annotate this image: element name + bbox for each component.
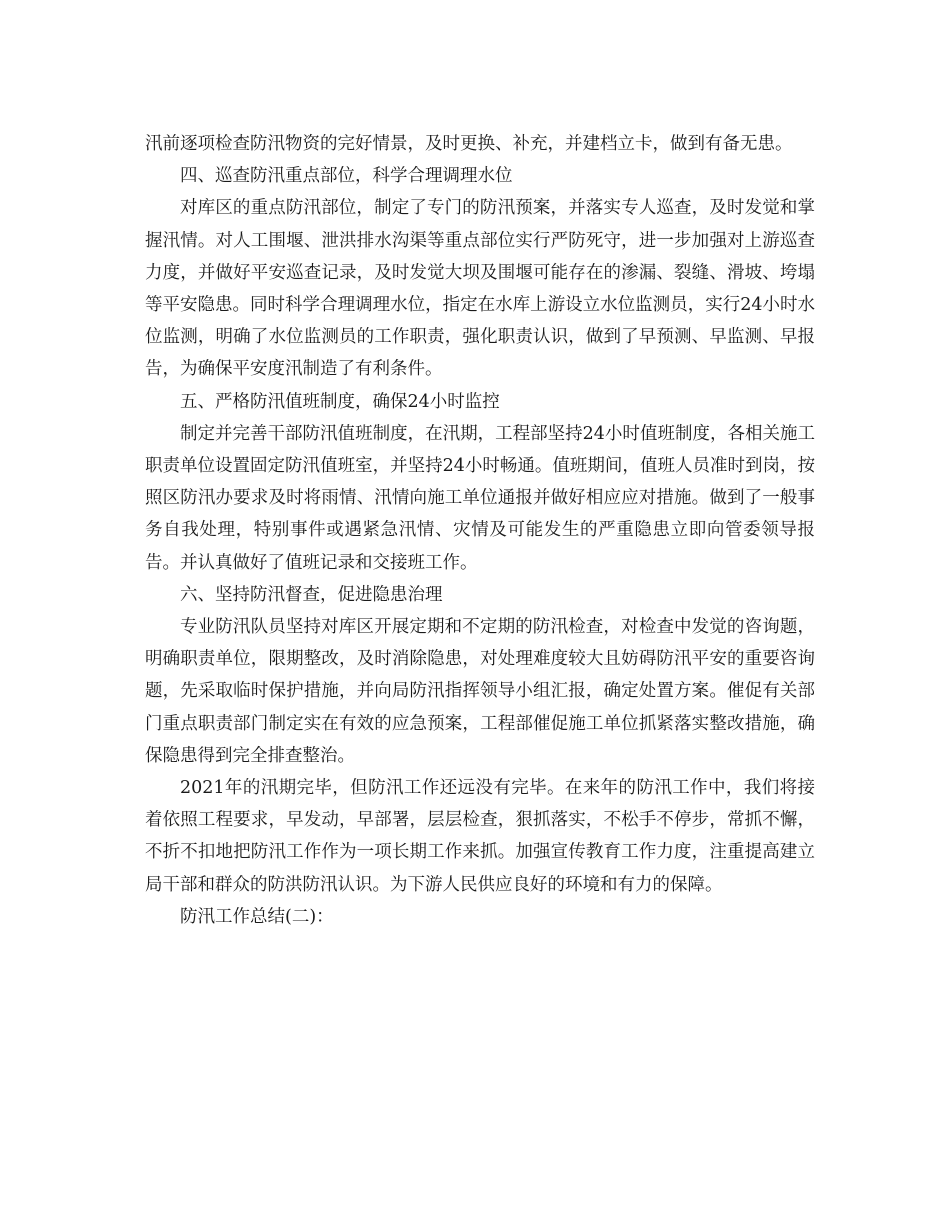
paragraph-section-5: 制定并完善干部防汛值班制度，在汛期，工程部坚持24小时值班制度，各相关施工职责单位设置固定防汛值班室，并坚持24小时畅通。值班期间，值班人员准时到岗，按照区防汛办要求及时将雨情、汛情向施工单位通报并做好相应应对措施。做到了一般事务自我处理，特别事件或遇紧急汛情、灾情及可能发生的严重隐患立即向管委领导报告。并认真做好了值班记录和交接班工作。	[145, 423, 815, 573]
paragraph-continued: 汛前逐项检查防汛物资的完好情景，及时更换、补充，并建档立卡，做到有备无患。	[145, 134, 793, 154]
section-heading-4: 四、巡查防汛重点部位，科学合理调理水位	[180, 166, 513, 187]
section-heading-6: 六、坚持防汛督查，促进隐患治理	[180, 584, 443, 605]
summary-title-2: 防汛工作总结(二)：	[180, 906, 334, 927]
document-body	[145, 128, 815, 933]
section-heading-5: 五、严格防汛值班制度，确保24小时监控	[180, 391, 500, 412]
paragraph-section-6: 专业防汛队员坚持对库区开展定期和不定期的防汛检查，对检查中发觉的咨询题，明确职责单位，限期整改，及时消除隐患，对处理难度较大且妨碍防汛平安的重要咨询题，先采取临时保护措施，并向局防汛指挥领导小组汇报，确定处置方案。催促有关部门重点职责部门制定实在有效的应急预案，工程部催促施工单位抓紧落实整改措施，确保隐患得到完全排查整治。	[145, 617, 815, 766]
paragraph-conclusion: 2021年的汛期完毕，但防汛工作还远没有完毕。在来年的防汛工作中，我们将接着依照工程要求，早发动，早部署，层层检查，狠抓落实，不松手不停步，常抓不懈，不折不扣地把防汛工作作为一项长期工作来抓。加强宣传教育工作力度，注重提高建立局干部和群众的防洪防汛认识。为下游人民供应良好的环境和有力的保障。	[145, 778, 815, 895]
paragraph-section-4: 对库区的重点防汛部位，制定了专门的防汛预案，并落实专人巡查，及时发觉和掌握汛情。对人工围堰、泄洪排水沟渠等重点部位实行严防死守，进一步加强对上游巡查力度，并做好平安巡查记录，及时发觉大坝及围堰可能存在的渗漏、裂缝、滑坡、垮塌等平安隐患。同时科学合理调理水位，指定在水库上游设立水位监测员，实行24小时水位监测，明确了水位监测员的工作职责，强化职责认识，做到了早预测、早监测、早报告，为确保平安度汛制造了有利条件。	[145, 198, 815, 380]
